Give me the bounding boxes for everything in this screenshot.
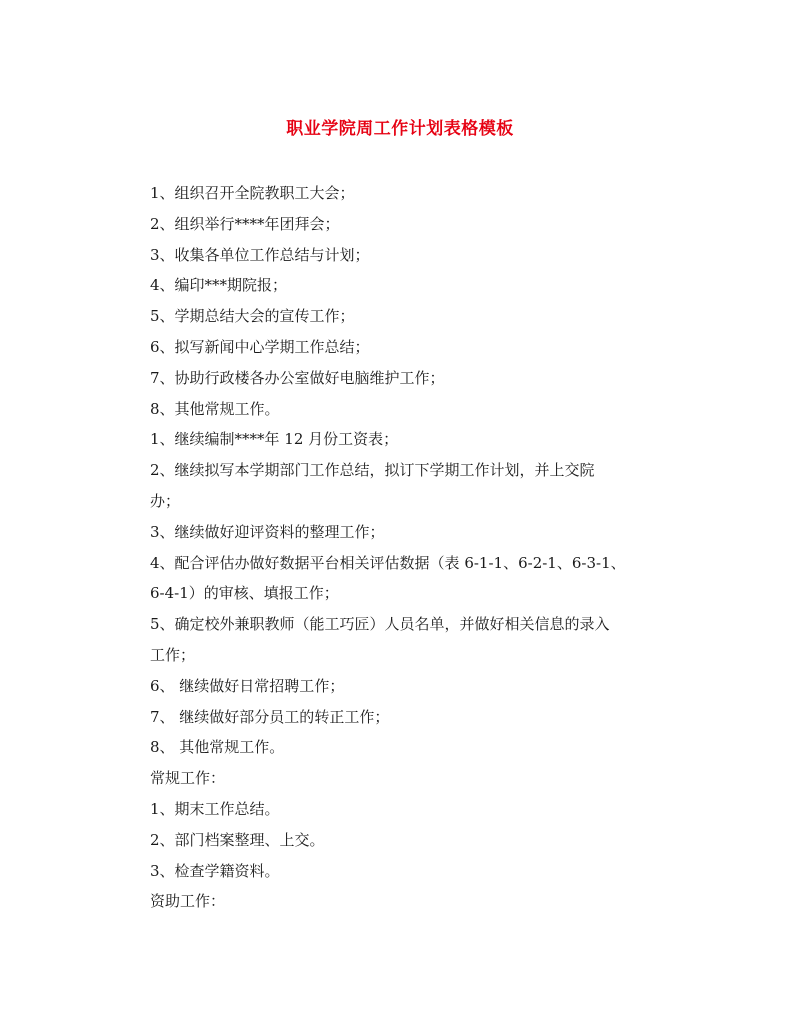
text-line: 办； <box>150 491 181 510</box>
text-line: 3、检查学籍资料。 <box>150 861 280 880</box>
text-line: 6、拟写新闻中心学期工作总结； <box>150 337 370 356</box>
text-line: 6-4-1）的审核、填报工作； <box>150 584 339 603</box>
text-line: 1、继续编制****年 12 月份工资表； <box>150 430 399 449</box>
text-line: 2、继续拟写本学期部门工作总结，拟订下学期工作计划，并上交院 <box>150 461 595 480</box>
text-line: 7、协助行政楼各办公室做好电脑维护工作； <box>150 368 445 387</box>
document-body <box>150 178 650 917</box>
text-line: 2、部门档案整理、上交。 <box>150 830 325 849</box>
text-line: 常规工作： <box>150 769 226 788</box>
text-line: 工作； <box>150 645 196 664</box>
text-line: 5、学期总结大会的宣传工作； <box>150 307 355 326</box>
text-line: 资助工作： <box>150 892 226 911</box>
text-line: 3、收集各单位工作总结与计划； <box>150 245 370 264</box>
text-line: 1、期末工作总结。 <box>150 799 280 818</box>
text-line: 4、配合评估办做好数据平台相关评估数据（表 6-1-1、6-2-1、6-3-1、 <box>150 553 626 572</box>
text-line: 3、继续做好迎评资料的整理工作； <box>150 522 385 541</box>
text-line: 1、组织召开全院教职工大会； <box>150 184 355 202</box>
text-line: 4、编印***期院报； <box>150 276 288 295</box>
text-line: 6、 继续做好日常招聘工作； <box>150 676 345 695</box>
text-line: 8、 其他常规工作。 <box>150 738 285 757</box>
text-line: 5、确定校外兼职教师（能工巧匠）人员名单，并做好相关信息的录入 <box>150 615 610 634</box>
text-line: 8、其他常规工作。 <box>150 399 280 418</box>
text-line: 2、组织举行****年团拜会； <box>150 214 340 233</box>
text-line: 7、 继续做好部分员工的转正工作； <box>150 707 390 726</box>
document-title: 职业学院周工作计划表格模板 <box>286 119 514 139</box>
